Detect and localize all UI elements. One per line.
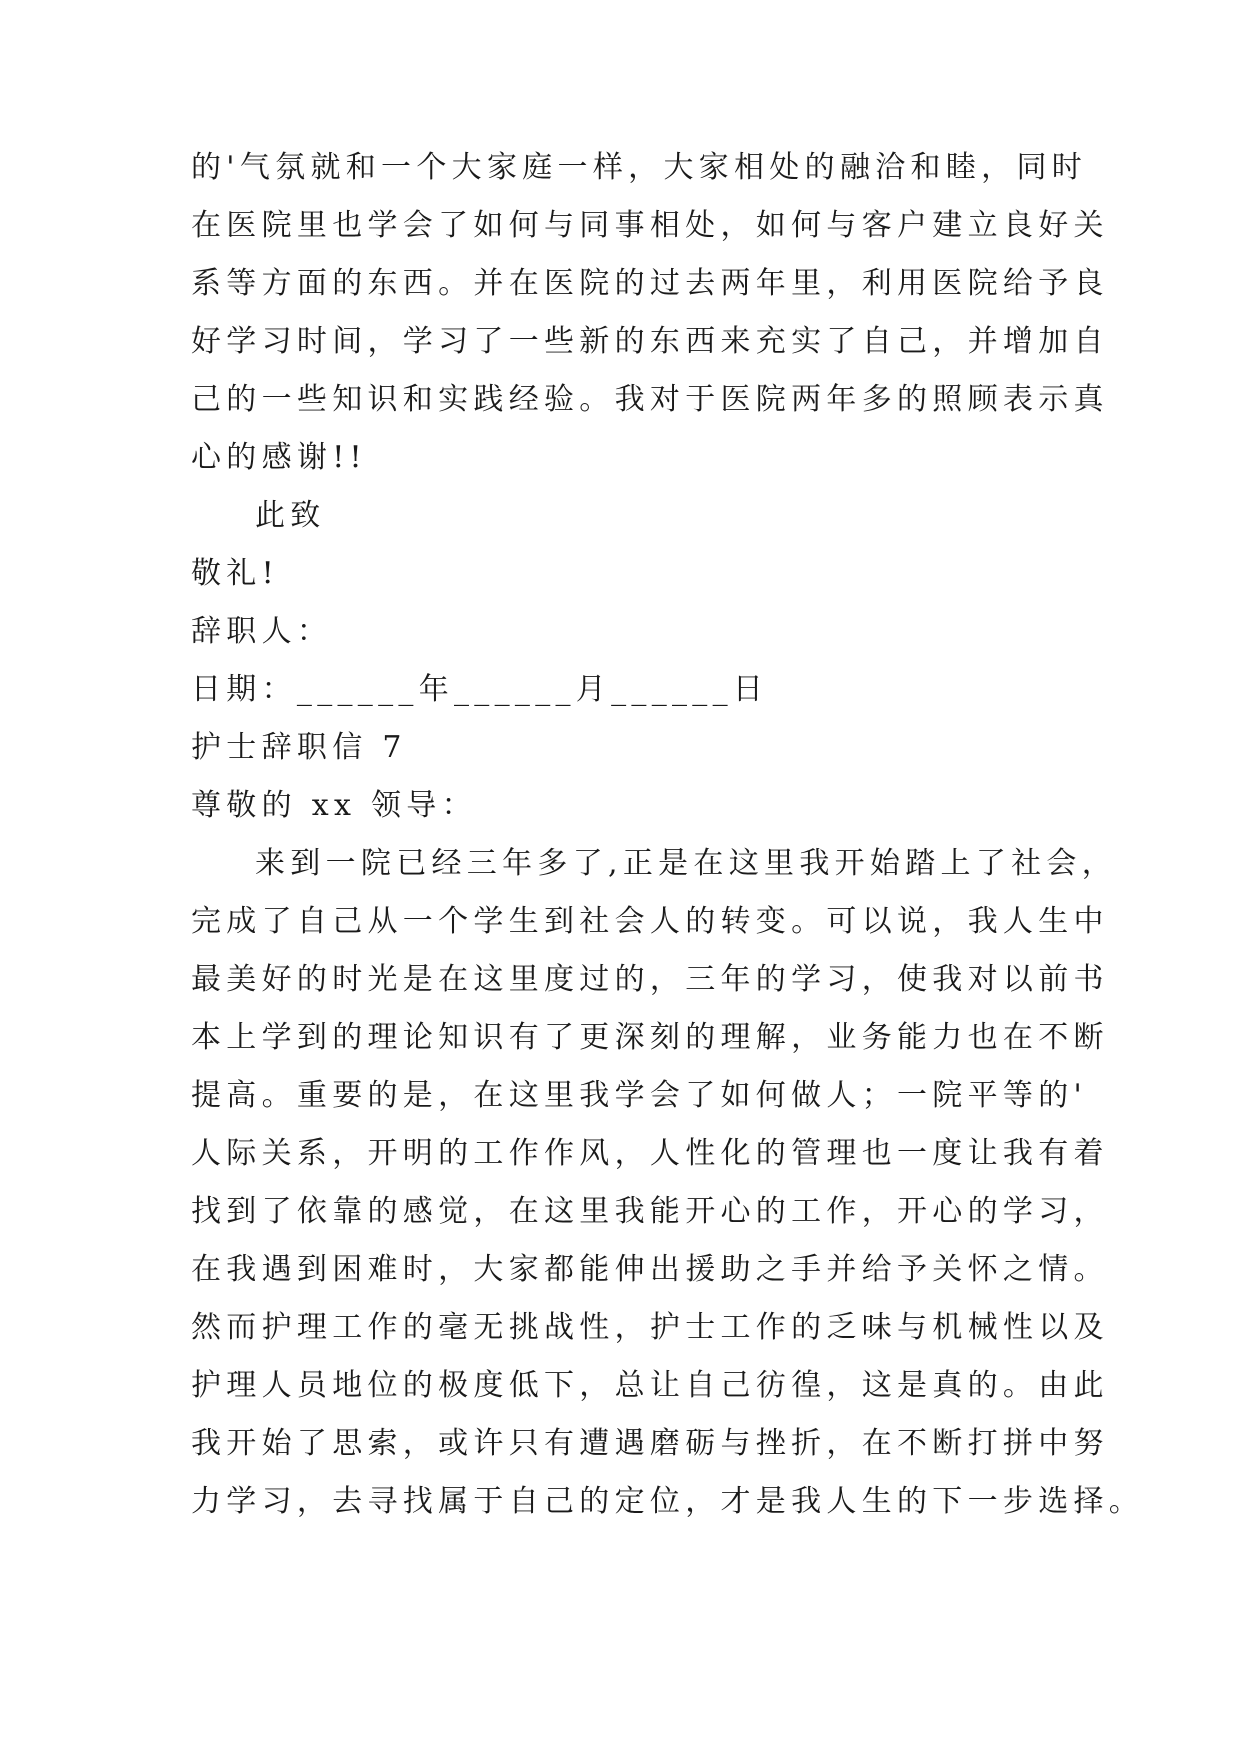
paragraph-line: 然而护理工作的毫无挑战性，护士工作的乏味与机械性以及 — [191, 1310, 1109, 1345]
paragraph-line: 在医院里也学会了如何与同事相处，如何与客户建立良好关 — [191, 208, 1109, 243]
paragraph-line: 找到了依靠的感觉，在这里我能开心的工作，开心的学习， — [191, 1194, 1109, 1229]
paragraph-line: 本上学到的理论知识有了更深刻的理解，业务能力也在不断 — [191, 1020, 1109, 1055]
paragraph-line: 护理人员地位的极度低下，总让自己彷徨，这是真的。由此 — [191, 1368, 1109, 1403]
paragraph-line: 最美好的时光是在这里度过的，三年的学习，使我对以前书 — [191, 962, 1109, 997]
paragraph-line: 在我遇到困难时，大家都能伸出援助之手并给予关怀之情。 — [191, 1252, 1109, 1287]
paragraph-line: 的'气氛就和一个大家庭一样，大家相处的融洽和睦，同时 — [191, 150, 1088, 185]
paragraph-line: 我开始了思索，或许只有遭遇磨砺与挫折，在不断打拼中努 — [191, 1426, 1109, 1461]
paragraph-line: 来到一院已经三年多了,正是在这里我开始踏上了社会， — [255, 846, 1118, 881]
closing-salutation: 此致 — [255, 498, 326, 533]
paragraph-line: 己的一些知识和实践经验。我对于医院两年多的照顾表示真 — [191, 382, 1109, 417]
paragraph-line: 人际关系，开明的工作作风，人性化的管理也一度让我有着 — [191, 1136, 1109, 1171]
paragraph-line: 力学习，去寻找属于自己的定位，才是我人生的下一步选择。 — [191, 1484, 1145, 1519]
date-line: 日期：______年______月______日 — [191, 672, 769, 707]
letter-title: 护士辞职信 7 — [191, 730, 407, 765]
paragraph-line: 系等方面的东西。并在医院的过去两年里，利用医院给予良 — [191, 266, 1109, 301]
paragraph-line: 完成了自己从一个学生到社会人的转变。可以说，我人生中 — [191, 904, 1109, 939]
closing-regards: 敬礼! — [191, 556, 279, 591]
greeting: 尊敬的 xx 领导： — [191, 788, 477, 823]
paragraph-line: 提高。重要的是，在这里我学会了如何做人；一院平等的' — [191, 1078, 1088, 1113]
paragraph-line: 好学习时间，学习了一些新的东西来充实了自己，并增加自 — [191, 324, 1109, 359]
paragraph-line: 心的感谢!! — [191, 440, 367, 475]
signature-label: 辞职人： — [191, 614, 333, 649]
